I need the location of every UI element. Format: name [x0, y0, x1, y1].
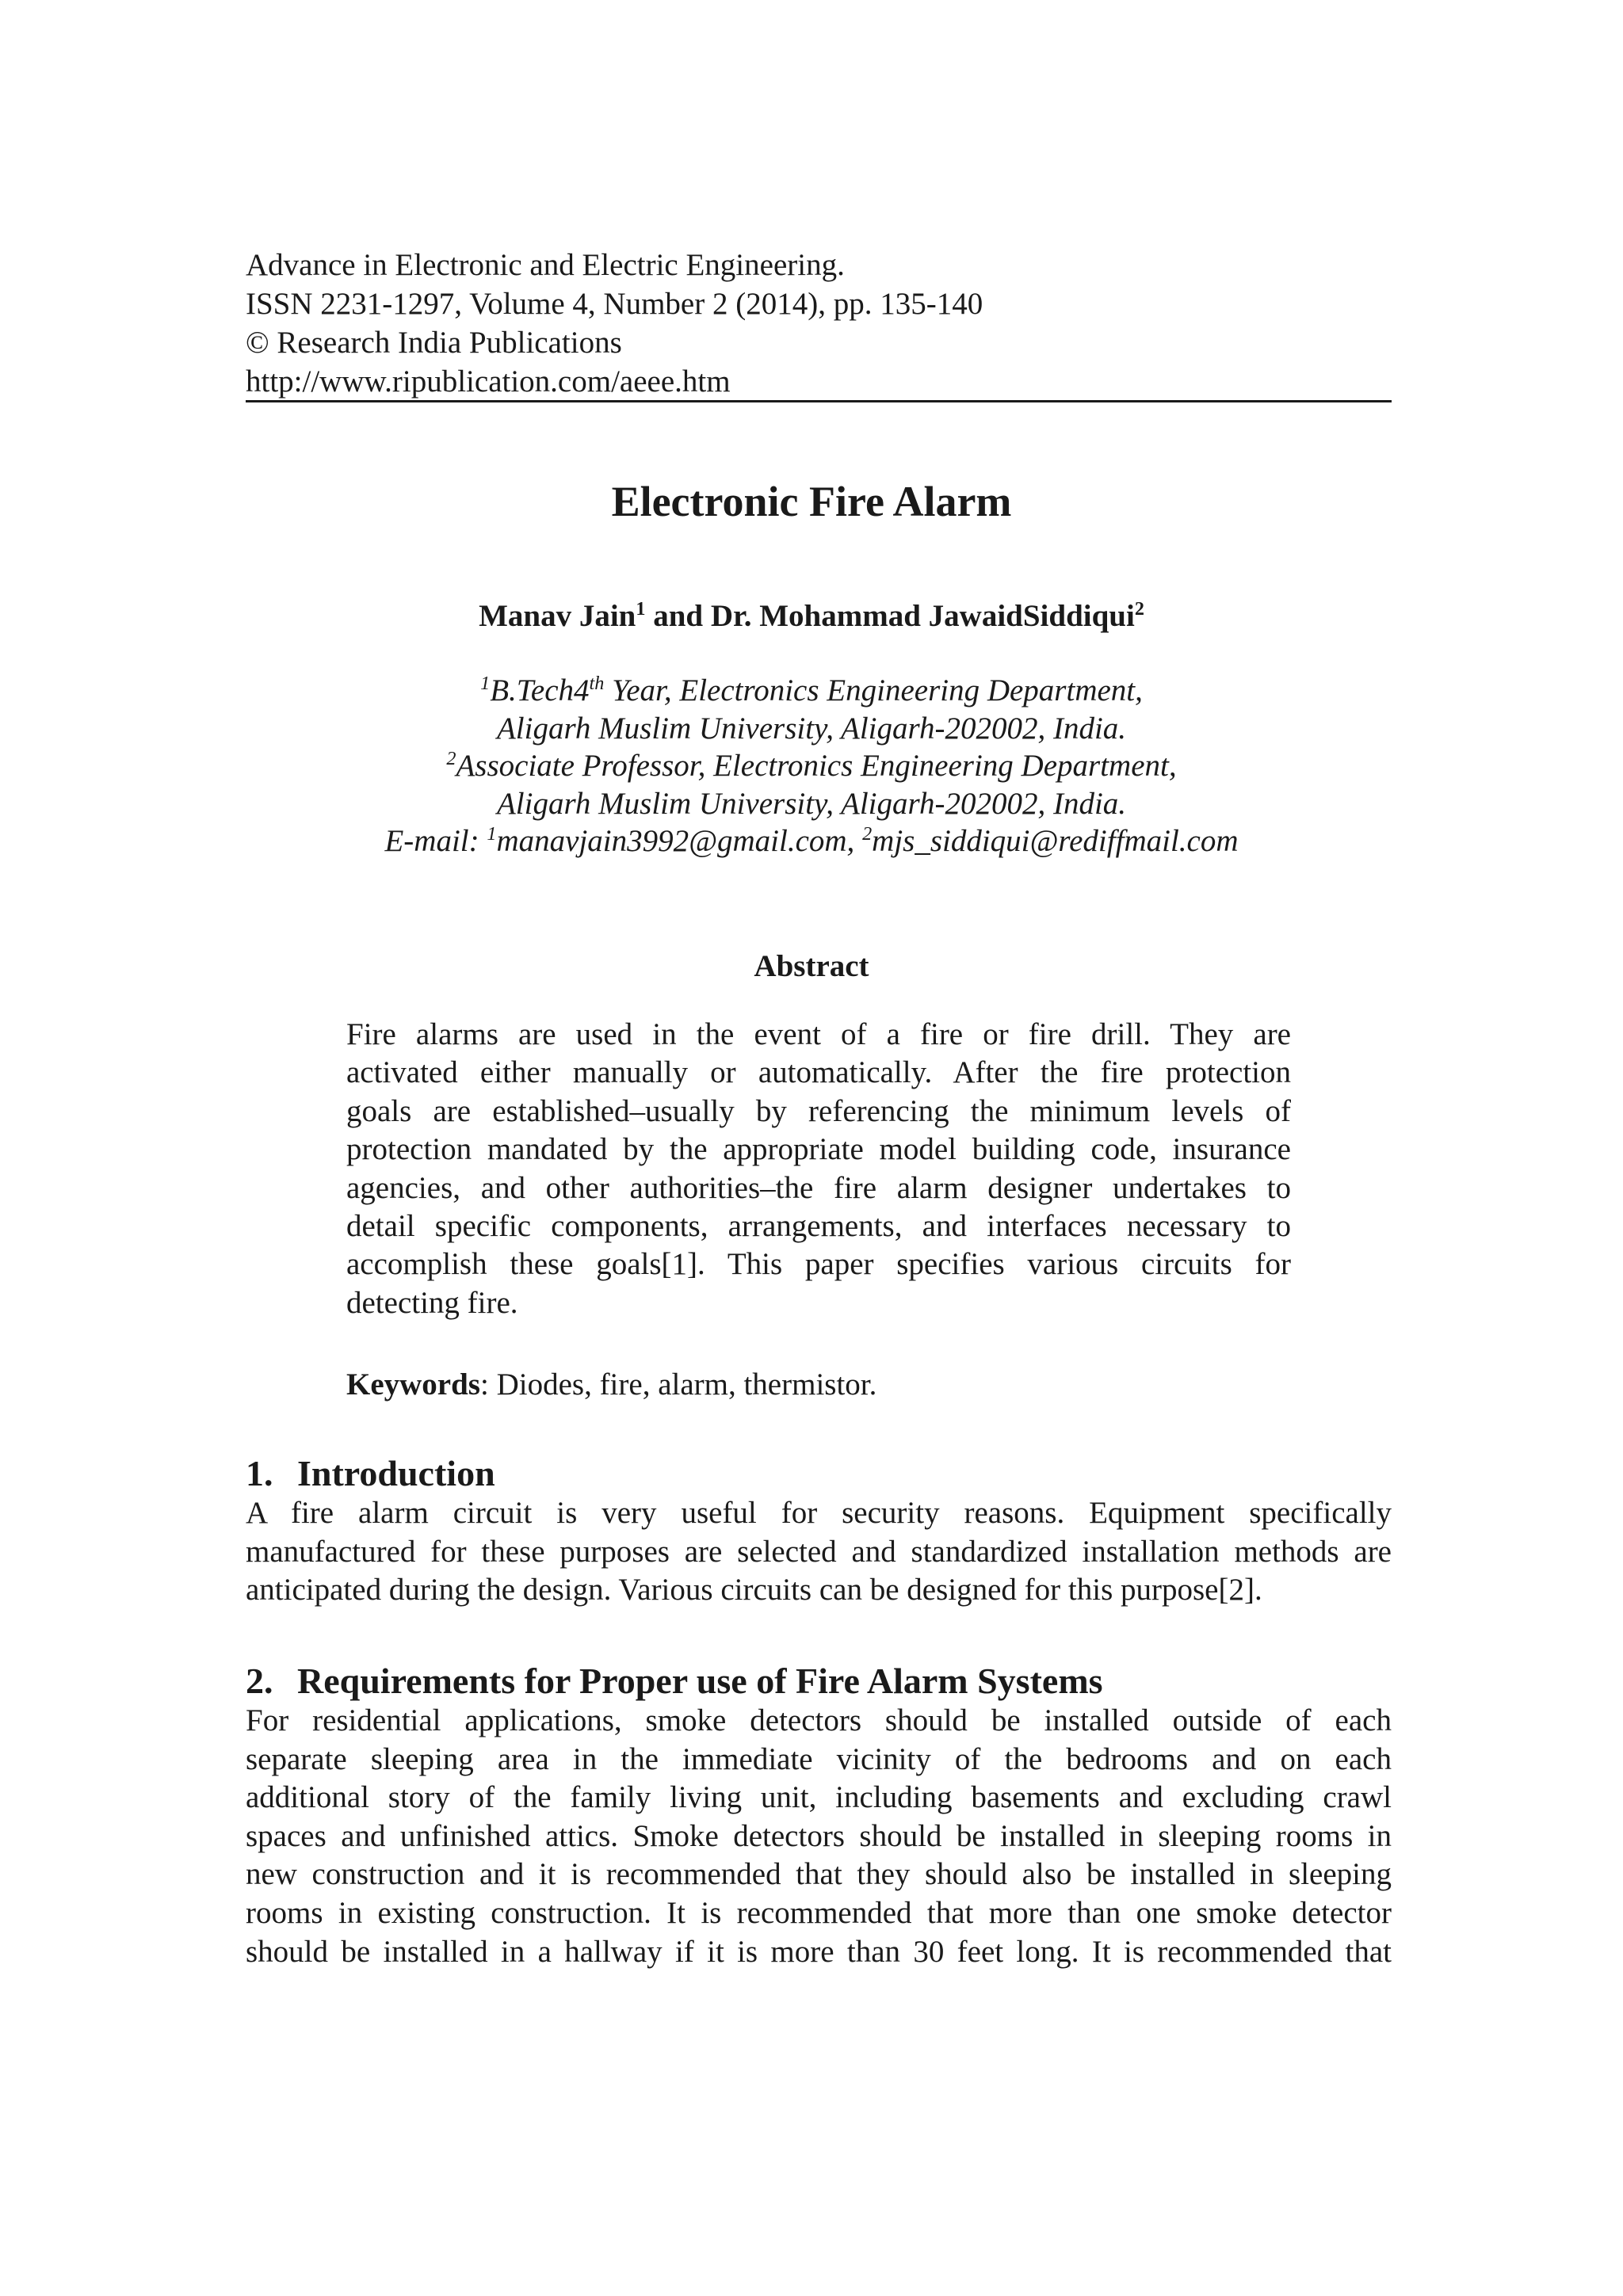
- author-sup-1: 1: [636, 598, 646, 620]
- header-divider: [246, 400, 1392, 402]
- abstract-line: accomplish these goals[1]. This paper specifies various circuits for: [346, 1247, 1291, 1282]
- section-body-requirements: [246, 1702, 1392, 1971]
- section-heading-introduction: [246, 1451, 495, 1496]
- section-title: Introduction: [297, 1453, 495, 1493]
- paragraph-line: new construction and it is recommended that they should also be installed in sleeping: [246, 1857, 1392, 1892]
- section-heading-requirements: [246, 1659, 1103, 1703]
- section-body-introduction: [246, 1494, 1392, 1610]
- email-label: E-mail:: [384, 824, 487, 858]
- author-list: [0, 596, 1623, 637]
- publisher-line: © Research India Publications: [246, 326, 622, 360]
- paragraph-line: For residential applications, smoke detectors should be installed outside of each: [246, 1703, 1392, 1737]
- affiliation-line-2: Aligarh Muslim University, Aligarh-202002, India.: [496, 711, 1127, 746]
- paragraph-line: A fire alarm circuit is very useful for security reasons. Equipment specifically: [246, 1496, 1392, 1530]
- affiliation-line-1: [0, 672, 1623, 710]
- abstract-line: detecting fire.: [346, 1285, 518, 1320]
- abstract-line: activated either manually or automatically. After the fire protection: [346, 1055, 1291, 1090]
- abstract-line: detail specific components, arrangements, and interfaces necessary to: [346, 1209, 1291, 1244]
- affiliation-line-3: [0, 747, 1623, 785]
- abstract-line: protection mandated by the appropriate model building code, insurance: [346, 1132, 1291, 1167]
- affiliations: [0, 672, 1623, 860]
- paragraph-line: rooms in existing construction. It is recommended that more than one smoke detector: [246, 1895, 1392, 1930]
- paragraph-line: additional story of the family living unit, including basements and excluding crawl: [246, 1780, 1392, 1815]
- abstract-body: [346, 1016, 1291, 1322]
- affiliation-dept-1: Year, Electronics Engineering Department,: [604, 673, 1143, 707]
- paragraph-line: spaces and unfinished attics. Smoke detectors should be installed in sleeping rooms in: [246, 1818, 1392, 1853]
- affiliation-sup-2: 2: [446, 748, 456, 769]
- affiliation-dept-2: Associate Professor, Electronics Engineering Department,: [456, 749, 1177, 783]
- keywords-label: Keywords: [346, 1367, 480, 1402]
- author-name-1: Manav Jain: [479, 599, 636, 633]
- section-number: 1.: [246, 1453, 273, 1493]
- email-1: manavjain3992@gmail.com,: [496, 824, 863, 858]
- issn-line: ISSN 2231-1297, Volume 4, Number 2 (2014), pp. 135-140: [246, 287, 983, 321]
- paragraph-line: should be installed in a hallway if it is more than 30 feet long. It is recommended that: [246, 1934, 1392, 1969]
- email-sup-2: 2: [862, 823, 873, 845]
- journal-name: Advance in Electronic and Electric Engineering.: [246, 248, 845, 282]
- email-line: [0, 822, 1623, 860]
- abstract-heading: Abstract: [754, 949, 869, 983]
- affiliation-degree: B.Tech4: [490, 673, 590, 707]
- journal-header: [246, 246, 1392, 401]
- keywords: [346, 1364, 876, 1405]
- email-2: mjs_siddiqui@rediffmail.com: [872, 824, 1239, 858]
- author-name-2: and Dr. Mohammad JawaidSiddiqui: [645, 599, 1135, 633]
- paragraph-line: separate sleeping area in the immediate vicinity of the bedrooms and on each: [246, 1741, 1392, 1776]
- affiliation-sup-1: 1: [480, 673, 491, 694]
- paragraph-line: manufactured for these purposes are selected and standardized installation methods are: [246, 1534, 1392, 1569]
- affiliation-line-4: Aligarh Muslim University, Aligarh-202002, India.: [496, 786, 1127, 821]
- section-number: 2.: [246, 1661, 273, 1701]
- abstract-line: Fire alarms are used in the event of a fire or fire drill. They are: [346, 1017, 1291, 1051]
- abstract-line: goals are established–usually by referencing the minimum levels of: [346, 1093, 1291, 1128]
- author-sup-2: 2: [1134, 598, 1144, 620]
- affiliation-ordinal: th: [589, 673, 605, 694]
- section-title: Requirements for Proper use of Fire Alarm Systems: [297, 1661, 1103, 1701]
- journal-url: http://www.ripublication.com/aeee.htm: [246, 364, 731, 399]
- abstract-line: agencies, and other authorities–the fire alarm designer undertakes to: [346, 1170, 1291, 1205]
- email-sup-1: 1: [487, 823, 497, 845]
- paragraph-line: anticipated during the design. Various circuits can be designed for this purpose[2].: [246, 1573, 1262, 1608]
- paper-title: Electronic Fire Alarm: [611, 478, 1012, 525]
- keywords-list: : Diodes, fire, alarm, thermistor.: [480, 1367, 877, 1402]
